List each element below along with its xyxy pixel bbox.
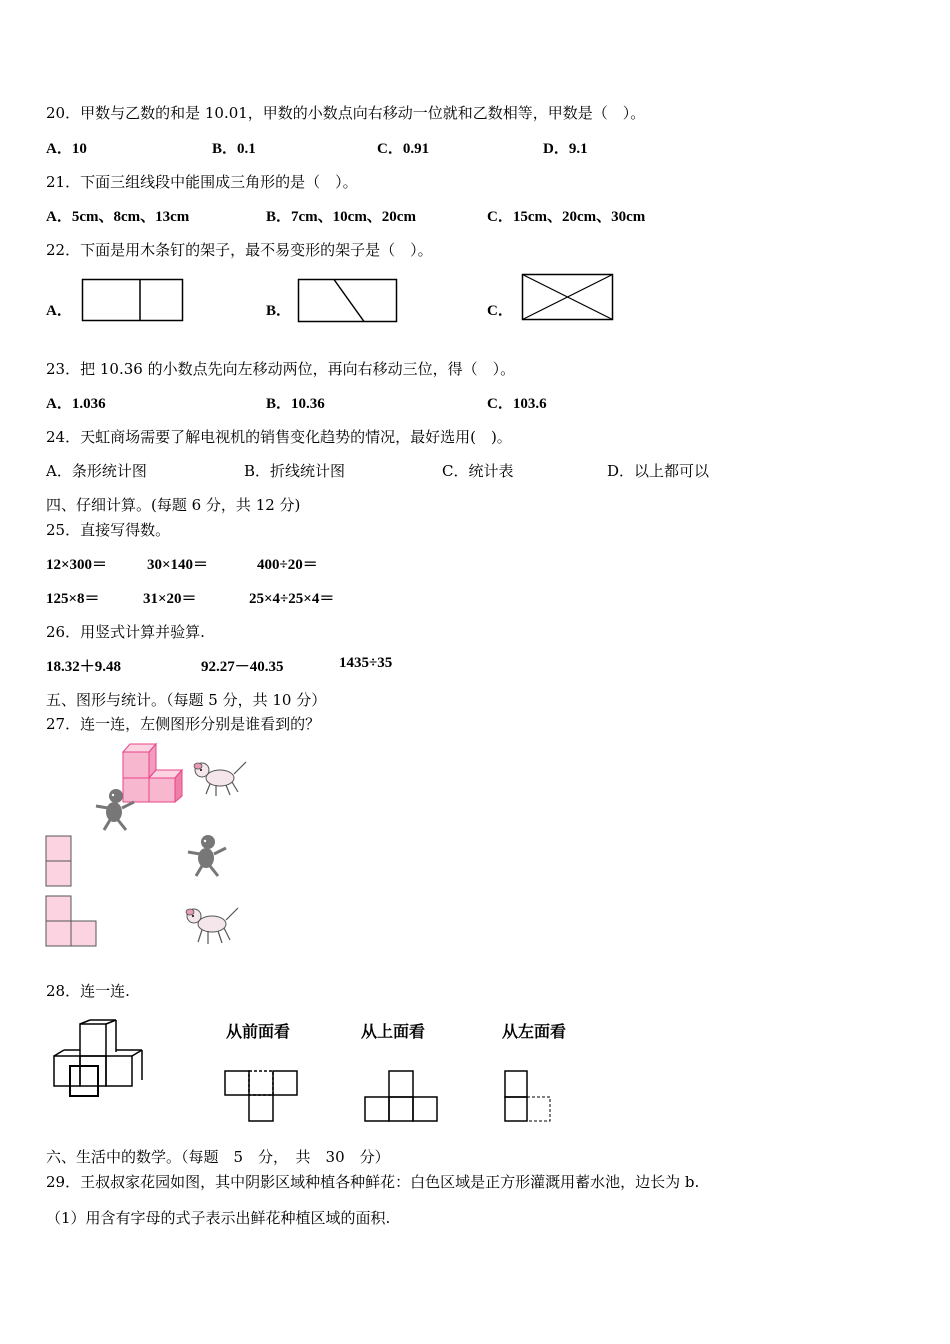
q21-option-c: C．15cm、20cm、30cm [487,209,646,225]
cube-solid-figure [50,1018,150,1100]
q26-expr: 18.32＋9.48 [46,659,122,675]
q25-expr: 25×4÷25×4＝ [249,591,335,607]
q21-option-b: B．7cm、10cm、20cm [266,209,416,225]
q22-option-a: A． [46,303,72,319]
q23-option-c: C．103.6 [487,396,547,412]
q20-option-d: D．9.1 [543,141,588,157]
view-l-shape-figure [44,894,100,950]
q20-option-c: C．0.91 [377,141,430,157]
q23-option-b: B．10.36 [266,396,325,412]
q26-stem: 26．用竖式计算并验算. [46,623,205,641]
front-view-figure [222,1068,302,1126]
section-6-title: 六、生活中的数学。（每题 5 分， 共 30 分） [46,1148,390,1166]
view-two-squares-figure [44,834,74,890]
top-view-figure [362,1068,442,1126]
q20-option-a: A．10 [46,141,87,157]
dog-icon [182,902,242,948]
q25-expr: 400÷20＝ [257,557,318,573]
q25-expr: 125×8＝ [46,591,100,607]
q27-stem: 27．连一连，左侧图形分别是谁看到的？ [46,715,321,733]
q25-stem: 25．直接写得数。 [46,521,171,539]
q22-option-c: C． [487,303,513,319]
frame-b-figure [296,277,400,325]
q28-stem: 28．连一连. [46,982,130,1000]
q26-expr: 1435÷35 [339,655,393,671]
q24-option-b: B．折线统计图 [244,462,346,480]
q22-option-b: B． [266,303,292,319]
q29-sub1: （1）用含有字母的式子表示出鲜花种植区域的面积. [46,1209,391,1227]
q20-stem: 20．甲数与乙数的和是 10.01，甲数的小数点向右移动一位就和乙数相等，甲数是（ ）。 [46,104,646,122]
q23-stem: 23．把 10.36 的小数点先向左移动两位，再向右移动三位，得（ ）。 [46,360,516,378]
section-4-title: 四、仔细计算。(每题 6 分，共 12 分) [46,496,301,514]
q26-expr: 92.27－40.35 [201,659,284,675]
q29-stem: 29．王叔叔家花园如图，其中阴影区域种植各种鲜花：白色区域是正方形灌溉用蓄水池，边长为 b. [46,1173,700,1191]
q24-stem: 24．天虹商场需要了解电视机的销售变化趋势的情况，最好选用( )。 [46,428,512,446]
dog-icon [190,756,250,800]
q25-expr: 31×20＝ [143,591,197,607]
monkey-icon [92,786,140,832]
left-view-figure [502,1068,558,1126]
q24-option-c: C．统计表 [442,462,514,480]
q22-stem: 22．下面是用木条钉的架子，最不易变形的架子是（ ）。 [46,241,433,259]
frame-c-figure [520,272,616,322]
section-5-title: 五、图形与统计。（每题 5 分，共 10 分） [46,691,327,709]
frame-a-figure [80,277,186,323]
q21-stem: 21．下面三组线段中能围成三角形的是（ ）。 [46,173,358,191]
view-label-front: 从前面看 [226,1022,291,1041]
q25-expr: 30×140＝ [147,557,209,573]
q24-option-a: A．条形统计图 [46,462,147,480]
q23-option-a: A．1.036 [46,396,106,412]
view-label-top: 从上面看 [361,1022,426,1041]
view-label-left: 从左面看 [502,1022,567,1041]
monkey-icon [182,832,230,880]
q25-expr: 12×300＝ [46,557,108,573]
q24-option-d: D．以上都可以 [607,462,710,480]
q21-option-a: A．5cm、8cm、13cm [46,209,190,225]
q20-option-b: B．0.1 [212,141,256,157]
